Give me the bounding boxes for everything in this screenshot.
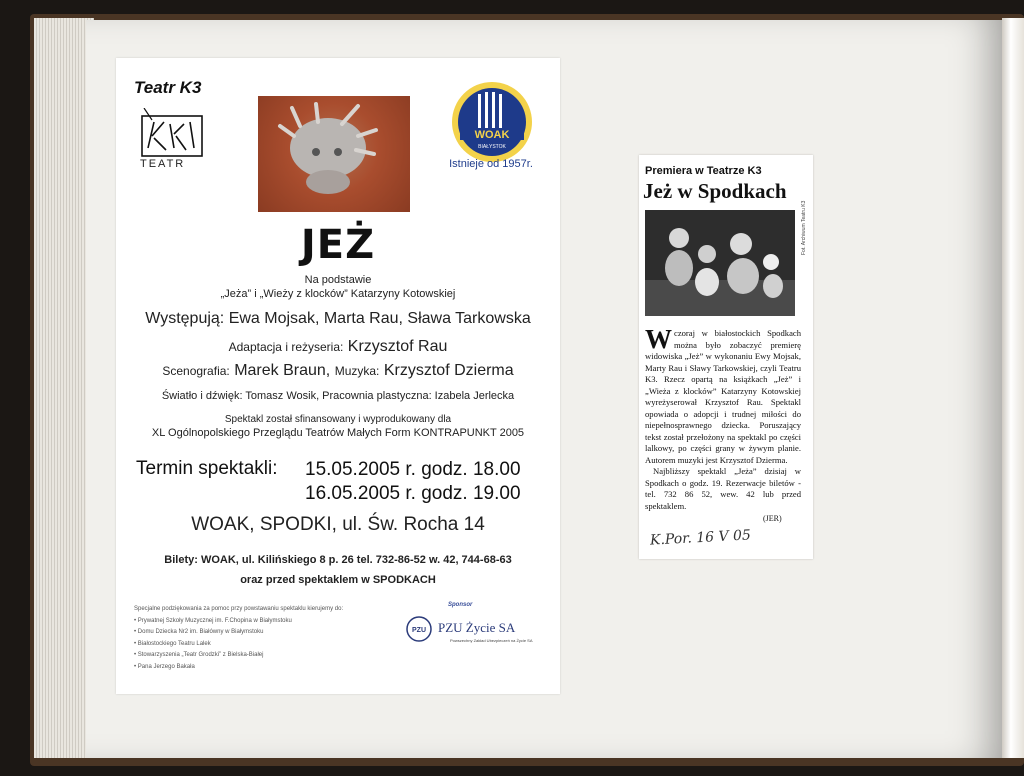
- scenography-line: [116, 362, 560, 380]
- woak-established: Istnieje od 1957r.: [449, 158, 533, 170]
- pzu-logo-text: PZU: [412, 627, 426, 634]
- pzu-logo-icon: [406, 616, 432, 642]
- sponsor-name: PZU Życie SA: [438, 620, 516, 635]
- thanks-item: • Domu Dziecka Nr2 im. Białówny w Białymstoku: [134, 629, 264, 635]
- direction-value: Krzysztof Rau: [347, 338, 448, 355]
- thanks-item: • Prywatnej Szkoły Muzycznej im. F.Chopina w Białymstoku: [134, 617, 292, 624]
- theatre-name: Teatr K3: [134, 78, 202, 97]
- article-paragraph-2: Najbliższy spektakl „Jeża” dzisiaj w Spodkach o godz. 19. Rezerwacje biletów - tel. 732 86 52, wew. 42 lub przed spektaklem.: [645, 466, 801, 511]
- funding-line-1: Spektakl został sfinansowany i wyprodukowany dla: [224, 414, 452, 425]
- based-on-line-1: Na podstawie: [304, 274, 372, 286]
- article-paragraph-1: czoraj w białostockich Spodkach można było zobaczyć premierę widowiska „Jeż” w wykonaniu Ewy Mojsak, Marty Rau i Sławy Tarkowskiej, czyli Teatru K3. Rzecz opartą na książkach „Jeż” i „Wieża z klocków” Katarzyny Kotowskiej wyreżyserował Krzysztof Rau. Spektakl opowiada o adopcji i trudnej miłości do niepełnosprawnego dziecka. Poruszający tekst został przełożony na spektakl po części lalkowy, po części grany w żywym planie. Autorem muzyki jest Krzysztof Dzierma.: [645, 328, 801, 465]
- article-body: [645, 324, 801, 512]
- funding-line-2: XL Ogólnopolskiego Przeglądu Teatrów Małych Form KONTRAPUNKT 2005: [151, 427, 525, 439]
- thanks-item: • Białostockiego Teatru Lalek: [134, 640, 211, 647]
- light-sound: Światło i dźwięk: Tomasz Wosik, Pracownia plastyczna: Izabela Jerlecka: [161, 390, 515, 402]
- performance-dates: [305, 458, 521, 506]
- termin-label: Termin spektakli:: [136, 458, 278, 479]
- based-on-line-2: „Jeża” i „Wieży z klocków” Katarzyny Kotowskiej: [220, 288, 456, 300]
- hedgehog-puppet-photo: [258, 96, 410, 212]
- clipping-headline: Jeż w Spodkach: [643, 179, 787, 203]
- music-value: Krzysztof Dzierma: [383, 362, 514, 379]
- thanks-item: • Pana Jerzego Bakała: [134, 663, 195, 670]
- cast: Występują: Ewa Mojsak, Marta Rau, Sława Tarkowska: [145, 310, 531, 327]
- page-stack-edge: [34, 18, 94, 758]
- sponsor-label: Sponsor: [448, 602, 473, 608]
- direction-line: [116, 338, 560, 356]
- tickets-line-1: Bilety: WOAK, ul. Kilińskiego 8 p. 26 tel. 732-86-52 w. 42, 744-68-63: [164, 554, 512, 566]
- k3-logo-icon: [138, 108, 210, 164]
- poster-title: JEŻ: [300, 222, 376, 268]
- photo-credit: Fot. Archiwum Teatru K3: [801, 200, 807, 255]
- newspaper-clipping: [639, 155, 813, 559]
- scenography-label: Scenografia:: [162, 364, 230, 378]
- article-signature: (JER): [763, 514, 782, 523]
- scenography-value: Marek Braun,: [234, 362, 331, 379]
- theatre-poster: [116, 58, 560, 694]
- woak-logo-text: WOAK: [474, 129, 510, 141]
- logo-caption: TEATR: [140, 158, 186, 170]
- thanks-item: • Stowarzyszenia „Teatr Grodzki” z Bielska-Białej: [134, 652, 264, 658]
- woak-logo-icon: [450, 80, 534, 164]
- clipping-kicker: Premiera w Teatrze K3: [645, 165, 762, 177]
- handwritten-note: K.Por. 16 V 05: [649, 527, 752, 549]
- date-2: 16.05.2005 r. godz. 19.00: [305, 483, 521, 504]
- sponsor-subtitle: Powszechny Zakład Ubezpieczeń na Życie SA: [450, 638, 533, 643]
- date-1: 15.05.2005 r. godz. 18.00: [305, 459, 521, 480]
- puppets-photo: [645, 210, 795, 316]
- dropcap: W: [645, 324, 672, 354]
- music-label: Muzyka:: [334, 364, 380, 378]
- next-page-edge: [1002, 18, 1024, 758]
- thanks-section: [134, 604, 343, 673]
- direction-label: Adaptacja i reżyseria:: [228, 340, 344, 354]
- thanks-intro: Specjalne podziękowania za pomoc przy powstawaniu spektaklu kierujemy do:: [134, 606, 344, 612]
- woak-logo-city: BIAŁYSTOK: [478, 144, 506, 150]
- tickets-line-2: oraz przed spektaklem w SPODKACH: [240, 574, 436, 586]
- venue: WOAK, SPODKI, ul. Św. Rocha 14: [191, 514, 485, 535]
